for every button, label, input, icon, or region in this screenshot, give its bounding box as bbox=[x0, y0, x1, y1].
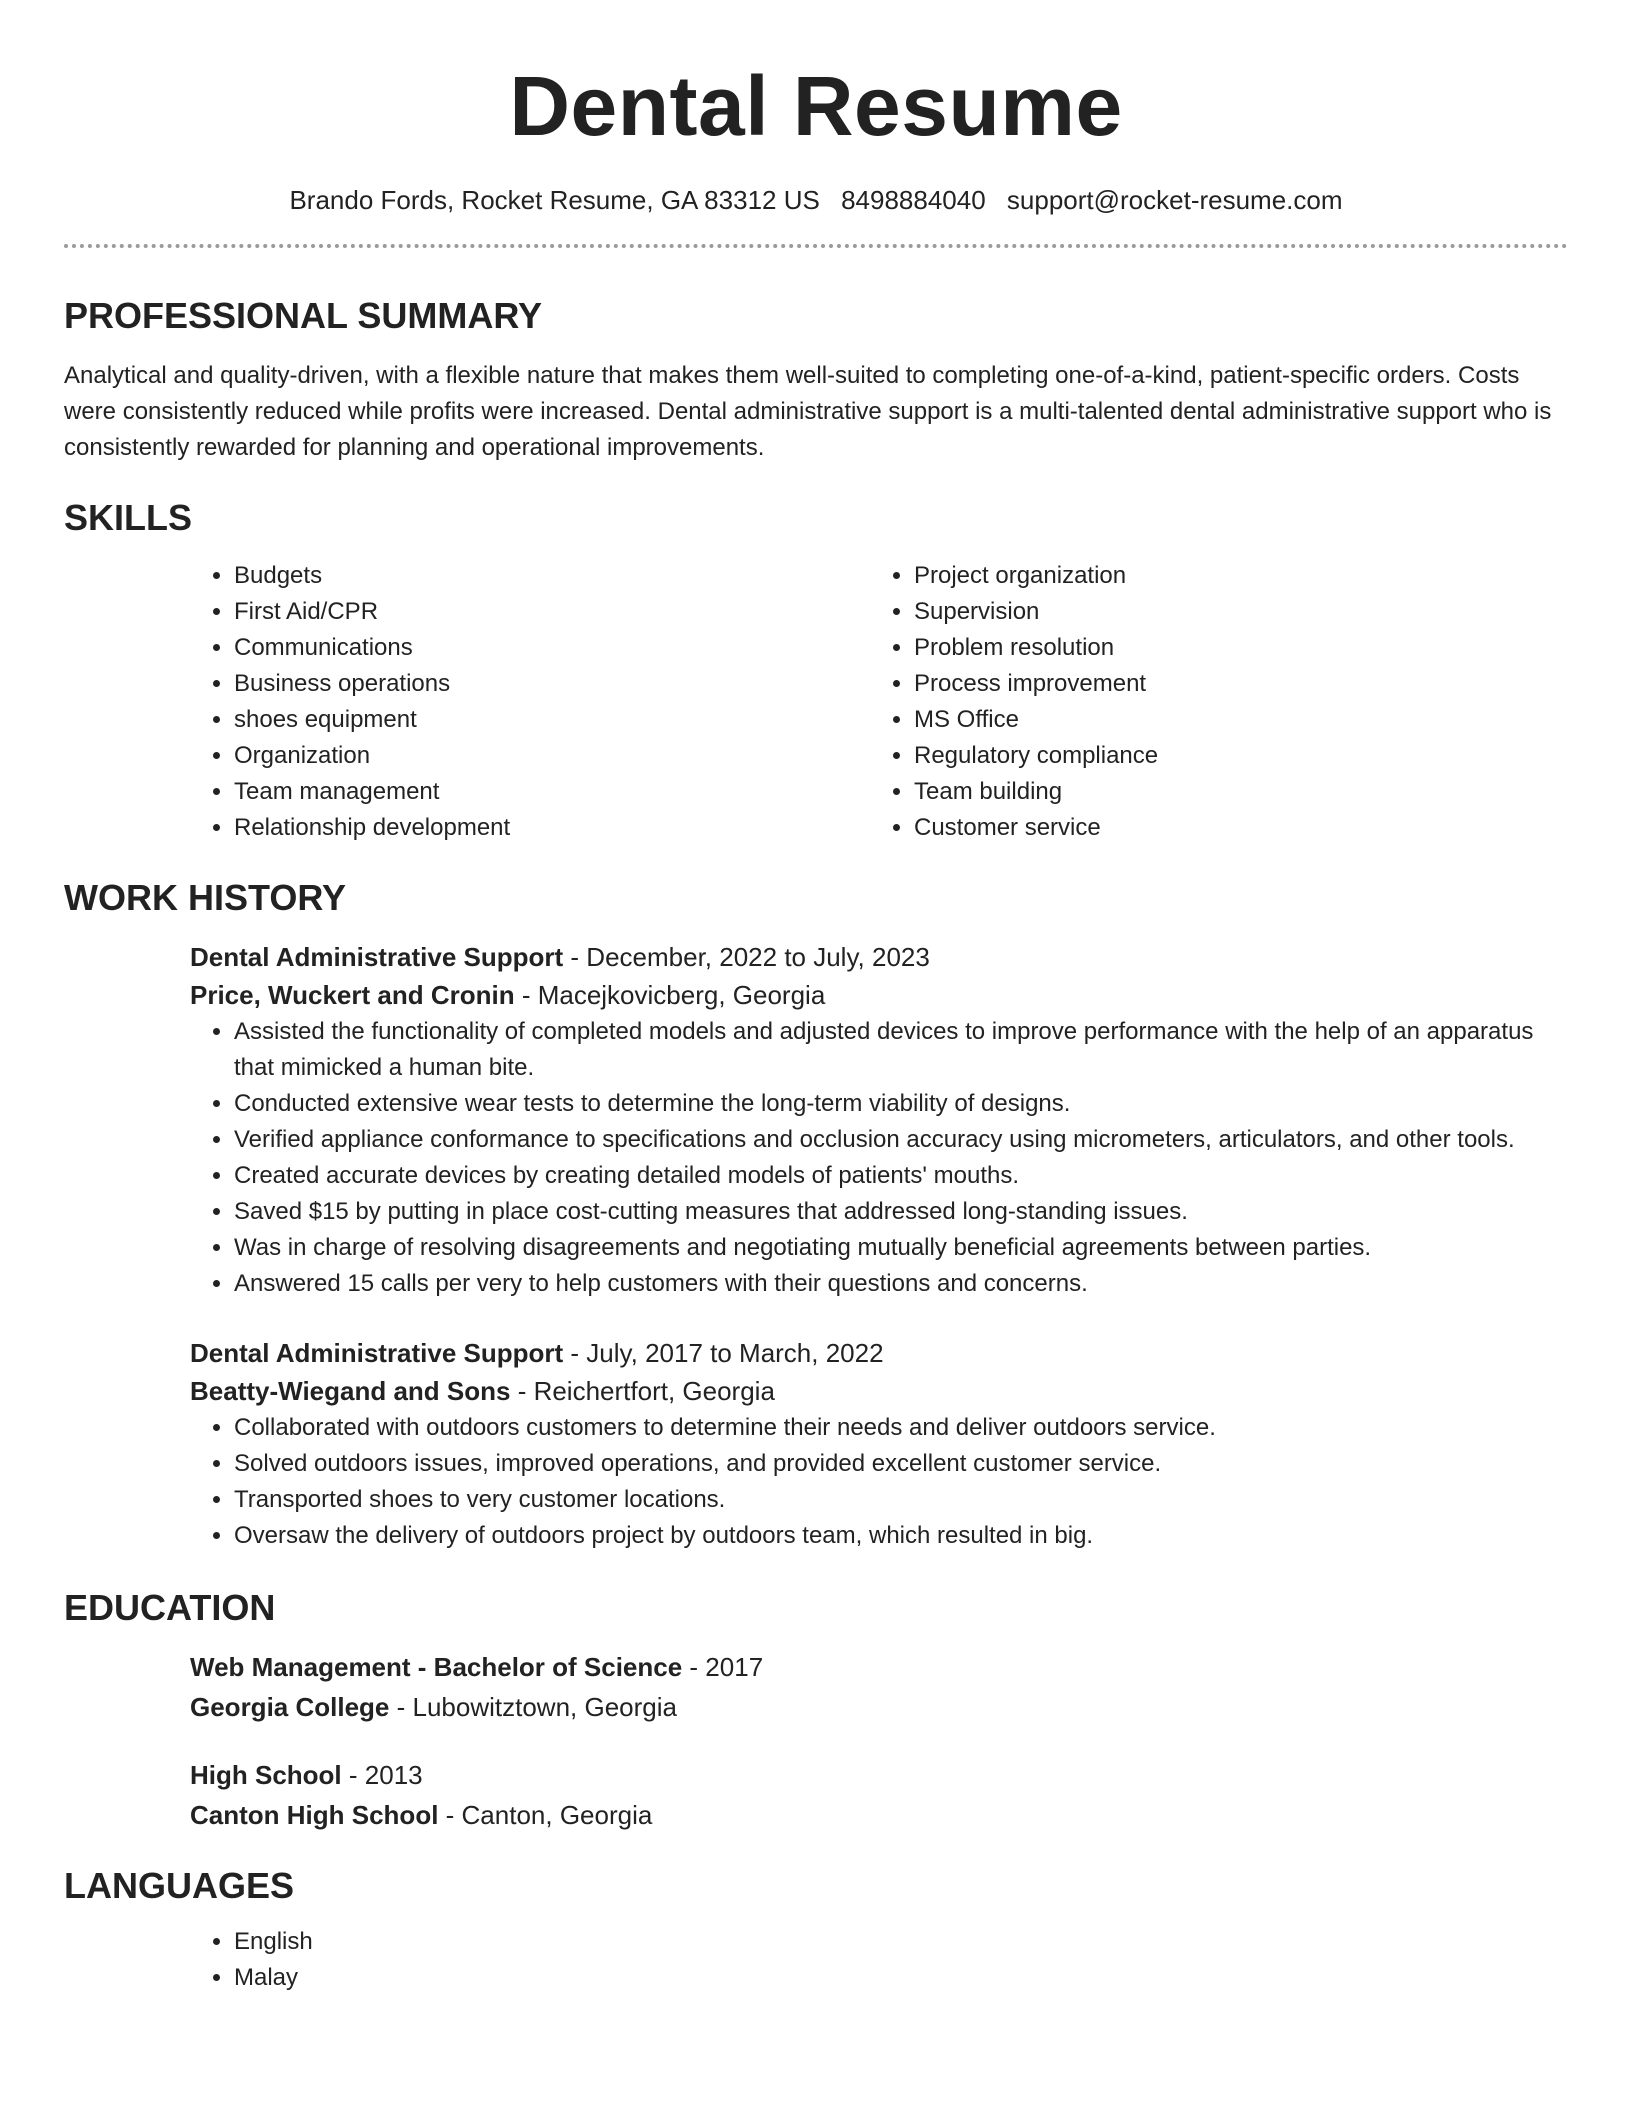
contact-email: support@rocket-resume.com bbox=[1006, 185, 1343, 215]
education-location: - Lubowitztown, Georgia bbox=[389, 1692, 677, 1722]
job-entry bbox=[190, 938, 1568, 1302]
job-dates: - July, 2017 to March, 2022 bbox=[563, 1338, 884, 1368]
language-item: • Malay bbox=[234, 1960, 1568, 1996]
job-title: Dental Administrative Support bbox=[190, 942, 564, 972]
job-company: Beatty-Wiegand and Sons bbox=[190, 1376, 511, 1406]
job-entry bbox=[190, 1334, 1568, 1554]
education-school: Canton High School bbox=[190, 1800, 439, 1830]
education-degree: Web Management - Bachelor of Science bbox=[190, 1652, 683, 1682]
job-duty-item: • Assisted the functionality of completed models and adjusted devices to improve performance with the help of an apparatus that mimicked a human bite. bbox=[234, 1014, 1568, 1086]
header-divider bbox=[64, 244, 1568, 248]
job-location: - Reichertfort, Georgia bbox=[510, 1376, 775, 1406]
skill-item: • Process improvement bbox=[914, 666, 1550, 702]
summary-text: Analytical and quality-driven, with a flexible nature that makes them well-suited to completing one-of-a-kind, patient-specific orders. Costs were consistently reduced while profits were increased. Dental administrative support is a multi-talented dental administrative support who is consistently rewarded for planning and operational improvements. bbox=[64, 362, 1552, 461]
languages-heading: LANGUAGES bbox=[64, 1865, 295, 1906]
education-degree-line bbox=[190, 1648, 1568, 1686]
skills-list-right bbox=[870, 558, 1550, 846]
skill-item: • Problem resolution bbox=[914, 630, 1550, 666]
skill-item: • Business operations bbox=[234, 666, 870, 702]
job-duty-item: • Was in charge of resolving disagreements and negotiating mutually beneficial agreements between parties. bbox=[234, 1230, 1568, 1266]
job-duty-item: • Verified appliance conformance to specifications and occlusion accuracy using micrometers, articulators, and other tools. bbox=[234, 1122, 1568, 1158]
skill-item: • Team building bbox=[914, 774, 1550, 810]
job-duty-item: • Saved $15 by putting in place cost-cutting measures that addressed long-standing issues. bbox=[234, 1194, 1568, 1230]
job-title-line bbox=[190, 938, 1568, 976]
contact-line bbox=[64, 182, 1568, 218]
summary-section bbox=[64, 294, 1568, 466]
skill-item: • Communications bbox=[234, 630, 870, 666]
job-duties-list bbox=[190, 1410, 1568, 1554]
skill-item: • Project organization bbox=[914, 558, 1550, 594]
education-year: - 2017 bbox=[682, 1652, 764, 1682]
skill-item: • Regulatory compliance bbox=[914, 738, 1550, 774]
education-entry bbox=[190, 1648, 1568, 1726]
skills-list-left bbox=[190, 558, 870, 846]
job-company-line bbox=[190, 1372, 1568, 1410]
job-duty-item: • Answered 15 calls per very to help customers with their questions and concerns. bbox=[234, 1266, 1568, 1302]
skill-item: • Budgets bbox=[234, 558, 870, 594]
job-duty-item: • Conducted extensive wear tests to determine the long-term viability of designs. bbox=[234, 1086, 1568, 1122]
languages-section bbox=[64, 1864, 1568, 1996]
education-entry bbox=[190, 1756, 1568, 1834]
education-school-line bbox=[190, 1688, 1568, 1726]
skills-column-left bbox=[190, 558, 870, 846]
job-duty-item: • Solved outdoors issues, improved operations, and provided excellent customer service. bbox=[234, 1446, 1568, 1482]
job-duty-item: • Transported shoes to very customer locations. bbox=[234, 1482, 1568, 1518]
contact-address: Brando Fords, Rocket Resume, GA 83312 US bbox=[289, 185, 820, 215]
education-degree-line bbox=[190, 1756, 1568, 1794]
job-title: Dental Administrative Support bbox=[190, 1338, 564, 1368]
skill-item: • shoes equipment bbox=[234, 702, 870, 738]
job-duty-item: • Created accurate devices by creating detailed models of patients' mouths. bbox=[234, 1158, 1568, 1194]
work-history-section bbox=[64, 876, 1568, 1554]
job-title-line bbox=[190, 1334, 1568, 1372]
education-school-line bbox=[190, 1796, 1568, 1834]
work-history-heading: WORK HISTORY bbox=[64, 877, 347, 918]
skill-item: • First Aid/CPR bbox=[234, 594, 870, 630]
contact-phone: 8498884040 bbox=[841, 185, 986, 215]
skill-item: • Team management bbox=[234, 774, 870, 810]
languages-list bbox=[190, 1924, 1568, 1996]
languages-list-wrap bbox=[190, 1924, 1568, 1996]
job-duty-item: • Collaborated with outdoors customers to determine their needs and deliver outdoors service. bbox=[234, 1410, 1568, 1446]
skills-column-right bbox=[870, 558, 1550, 846]
skill-item: • Customer service bbox=[914, 810, 1550, 846]
skill-item: • Supervision bbox=[914, 594, 1550, 630]
skill-item: • Organization bbox=[234, 738, 870, 774]
education-degree: High School bbox=[190, 1760, 342, 1790]
skill-item: • Relationship development bbox=[234, 810, 870, 846]
skills-section bbox=[64, 496, 1568, 846]
job-location: - Macejkovicberg, Georgia bbox=[514, 980, 826, 1010]
job-company-line bbox=[190, 976, 1568, 1014]
education-year: - 2013 bbox=[341, 1760, 423, 1790]
summary-heading: PROFESSIONAL SUMMARY bbox=[64, 295, 543, 336]
skills-heading: SKILLS bbox=[64, 497, 193, 538]
education-section bbox=[64, 1586, 1568, 1834]
job-dates: - December, 2022 to July, 2023 bbox=[563, 942, 930, 972]
education-heading: EDUCATION bbox=[64, 1587, 276, 1628]
skill-item: • MS Office bbox=[914, 702, 1550, 738]
education-location: - Canton, Georgia bbox=[438, 1800, 653, 1830]
job-duties-list bbox=[190, 1014, 1568, 1302]
job-duty-item: • Oversaw the delivery of outdoors project by outdoors team, which resulted in big. bbox=[234, 1518, 1568, 1554]
language-item: • English bbox=[234, 1924, 1568, 1960]
resume-title: Dental Resume bbox=[509, 59, 1123, 153]
education-school: Georgia College bbox=[190, 1692, 390, 1722]
skills-grid bbox=[190, 558, 1568, 846]
education-list bbox=[190, 1648, 1568, 1834]
job-company: Price, Wuckert and Cronin bbox=[190, 980, 515, 1010]
